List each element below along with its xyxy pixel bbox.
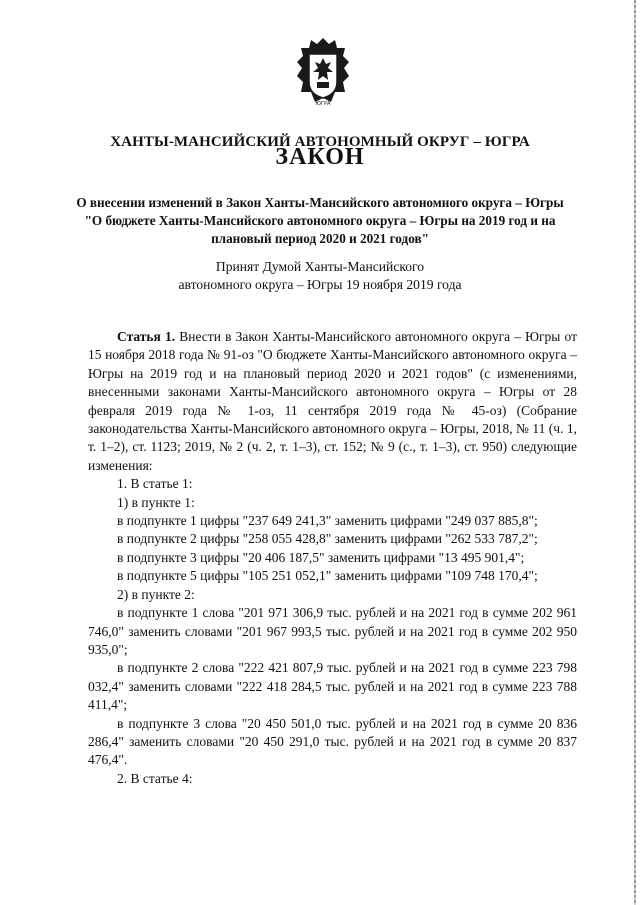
law-subtitle: О внесении изменений в Закон Ханты-Мансийского автономного округа – Югры "О бюджете Ханты-Мансийского автономного округа – Югры на 2019 год и на плановый период 2020 и 2021 годов" bbox=[76, 195, 564, 246]
list-item: в подпункте 3 цифры "20 406 187,5" заменить цифрами "13 495 901,4"; bbox=[117, 549, 525, 565]
law-body bbox=[88, 328, 577, 788]
adoption-line-2: автономного округа – Югры 19 ноября 2019 года bbox=[178, 277, 462, 292]
emblem-caption: ЮГРА bbox=[315, 101, 331, 107]
article-1-text: Внести в Закон Ханты-Мансийского автономного округа – Югры от 15 ноября 2018 года № 91-оз "О бюджете Ханты-Мансийского автономного округа – Югры на 2019 год и на плановый период 2020 и 2021 годов" (с изменениями, внесенными законами Ханты-Мансийского автономного округа – Югры от 28 февраля 2019 года № 1-оз, 11 сентября 2019 года № 45-оз) (Собрание законодательства Ханты-Мансийского автономного округа – Югры, 2018, № 11 (ч. 1, т. 1–2), ст. 1123; 2019, № 2 (ч. 2, т. 1–3), ст. 152; № 9 (с., т. 1–3), ст. 950) следующие изменения: bbox=[88, 329, 577, 473]
region-heading: ХАНТЫ-МАНСИЙСКИЙ АВТОНОМНЫЙ ОКРУГ – ЮГРА bbox=[110, 134, 530, 150]
list-item: 2. В статье 4: bbox=[117, 770, 193, 786]
list-item: 1) в пункте 1: bbox=[117, 494, 195, 510]
document-type: ЗАКОН bbox=[275, 144, 365, 170]
list-item: в подпункте 1 слова "201 971 306,9 тыс. рублей и на 2021 год в сумме 202 961 746,0" заменить словами "201 967 993,5 тыс. рублей и на 2021 год в сумме 202 950 935,0"; bbox=[88, 605, 577, 657]
list-item: в подпункте 2 цифры "258 055 428,8" заменить цифрами "262 533 787,2"; bbox=[117, 531, 538, 547]
article-1-label: Статья 1. bbox=[117, 329, 176, 344]
list-item: 1. В статье 1: bbox=[117, 476, 193, 492]
article-1-paragraph bbox=[88, 328, 577, 475]
adoption-line-1: Принят Думой Ханты-Мансийского bbox=[215, 259, 425, 274]
list-item: в подпункте 5 цифры "105 251 052,1" заменить цифрами "109 748 170,4"; bbox=[117, 568, 538, 584]
coat-of-arms-icon bbox=[295, 36, 351, 108]
list-item: в подпункте 1 цифры "237 649 241,3" заменить цифрами "249 037 885,8"; bbox=[117, 513, 538, 529]
list-item: 2) в пункте 2: bbox=[117, 586, 195, 602]
list-item: в подпункте 3 слова "20 450 501,0 тыс. рублей и на 2021 год в сумме 20 836 286,4" заменить словами "20 450 291,0 тыс. рублей и на 2021 год в сумме 20 837 476,4". bbox=[88, 715, 577, 768]
adoption-note bbox=[70, 258, 570, 294]
list-item: в подпункте 2 слова "222 421 807,9 тыс. рублей и на 2021 год в сумме 223 798 032,4" заменить словами "222 418 284,5 тыс. рублей и на 2021 год в сумме 223 788 411,4"; bbox=[88, 660, 577, 713]
